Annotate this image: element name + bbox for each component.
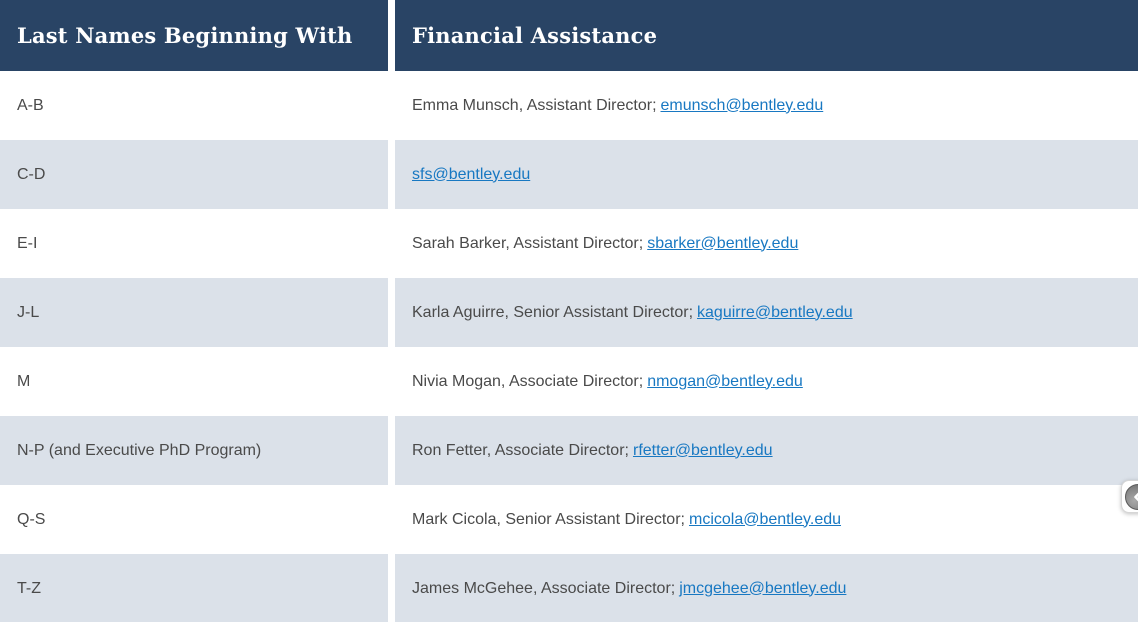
table-header-row bbox=[0, 0, 1138, 71]
last-name-range-cell: J-L bbox=[0, 278, 388, 347]
table-row bbox=[0, 140, 1138, 209]
table-row bbox=[0, 209, 1138, 278]
table-row bbox=[0, 485, 1138, 554]
contact-name-title: Emma Munsch, Assistant Director; bbox=[412, 96, 657, 114]
contact-cell bbox=[395, 278, 1138, 347]
email-link[interactable]: kaguirre@bentley.edu bbox=[697, 303, 853, 321]
contact-name-title: Ron Fetter, Associate Director; bbox=[412, 441, 629, 459]
last-name-range-cell: E-I bbox=[0, 209, 388, 278]
contact-name-title: Karla Aguirre, Senior Assistant Director; bbox=[412, 303, 694, 321]
table-body bbox=[0, 71, 1138, 622]
column-header-last-names: Last Names Beginning With bbox=[0, 0, 388, 71]
contact-name-title: Sarah Barker, Assistant Director; bbox=[412, 234, 644, 252]
table-row bbox=[0, 71, 1138, 140]
contact-name-title: Nivia Mogan, Associate Director; bbox=[412, 372, 644, 390]
contact-cell bbox=[395, 140, 1138, 209]
email-link[interactable]: rfetter@bentley.edu bbox=[632, 441, 773, 459]
contact-name-title: Mark Cicola, Senior Assistant Director; bbox=[412, 510, 685, 528]
last-name-range-cell: Q-S bbox=[0, 485, 388, 554]
contact-name-title: James McGehee, Associate Director; bbox=[412, 579, 676, 597]
email-link[interactable]: sfs@bentley.edu bbox=[412, 165, 531, 183]
last-name-range-cell: C-D bbox=[0, 140, 388, 209]
table-row bbox=[0, 554, 1138, 622]
table-row bbox=[0, 416, 1138, 485]
email-link[interactable]: jmcgehee@bentley.edu bbox=[679, 579, 847, 597]
email-link[interactable]: mcicola@bentley.edu bbox=[688, 510, 842, 528]
column-header-financial-assistance: Financial Assistance bbox=[395, 0, 1138, 71]
contact-cell bbox=[395, 71, 1138, 140]
email-link[interactable]: emunsch@bentley.edu bbox=[660, 96, 824, 114]
last-name-range-cell: T-Z bbox=[0, 554, 388, 622]
contact-cell bbox=[395, 554, 1138, 622]
contact-cell bbox=[395, 416, 1138, 485]
table-row bbox=[0, 347, 1138, 416]
contact-cell bbox=[395, 347, 1138, 416]
last-name-range-cell: A-B bbox=[0, 71, 388, 140]
contact-cell bbox=[395, 209, 1138, 278]
contact-cell bbox=[395, 485, 1138, 554]
email-link[interactable]: nmogan@bentley.edu bbox=[647, 372, 803, 390]
widget-expand-tab[interactable] bbox=[1121, 480, 1138, 513]
last-name-range-cell: M bbox=[0, 347, 388, 416]
email-link[interactable]: sbarker@bentley.edu bbox=[647, 234, 799, 252]
table-row bbox=[0, 278, 1138, 347]
last-name-range-cell: N-P (and Executive PhD Program) bbox=[0, 416, 388, 485]
chevron-left-icon[interactable] bbox=[1125, 484, 1138, 510]
